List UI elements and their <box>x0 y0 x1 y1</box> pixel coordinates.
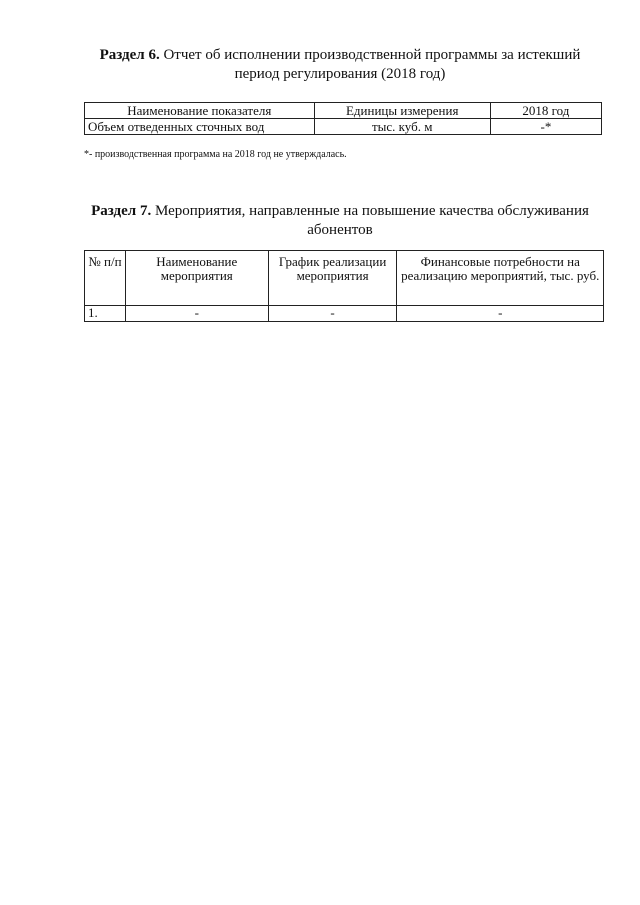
header-cell-units: Единицы измерения <box>314 103 490 119</box>
section6-heading <box>80 46 600 84</box>
cell-number: 1. <box>85 306 126 322</box>
header-cell-schedule: График реализации мероприятия <box>268 251 397 306</box>
header-cell-activity-name: Наименование мероприятия <box>125 251 268 306</box>
section7-label: Раздел 7. <box>91 203 152 219</box>
table-row <box>85 306 604 322</box>
section6-footnote: *- производственная программа на 2018 год не утверждалась. <box>84 149 347 160</box>
cell-units: тыс. куб. м <box>314 119 490 135</box>
cell-indicator: Объем отведенных сточных вод <box>85 119 315 135</box>
table-row <box>85 119 602 135</box>
cell-financial-needs: - <box>397 306 604 322</box>
section6-table <box>84 102 602 135</box>
header-cell-indicator: Наименование показателя <box>85 103 315 119</box>
table-header-row <box>85 251 604 306</box>
section7-title: Мероприятия, направленные на повышение качества обслуживания абонентов <box>154 203 589 238</box>
cell-activity-name: - <box>125 306 268 322</box>
section7-table <box>84 250 604 322</box>
table-header-row <box>85 103 602 119</box>
section6-label: Раздел 6. <box>99 47 160 63</box>
section7-heading <box>80 202 600 240</box>
header-cell-year: 2018 год <box>490 103 601 119</box>
cell-schedule: - <box>268 306 397 322</box>
cell-value: -* <box>490 119 601 135</box>
section6-title: Отчет об исполнении производственной программы за истекший период регулирования (2018 год) <box>163 47 581 82</box>
header-cell-financial-needs: Финансовые потребности на реализацию мероприятий, тыс. руб. <box>397 251 604 306</box>
header-cell-number: № п/п <box>85 251 126 306</box>
